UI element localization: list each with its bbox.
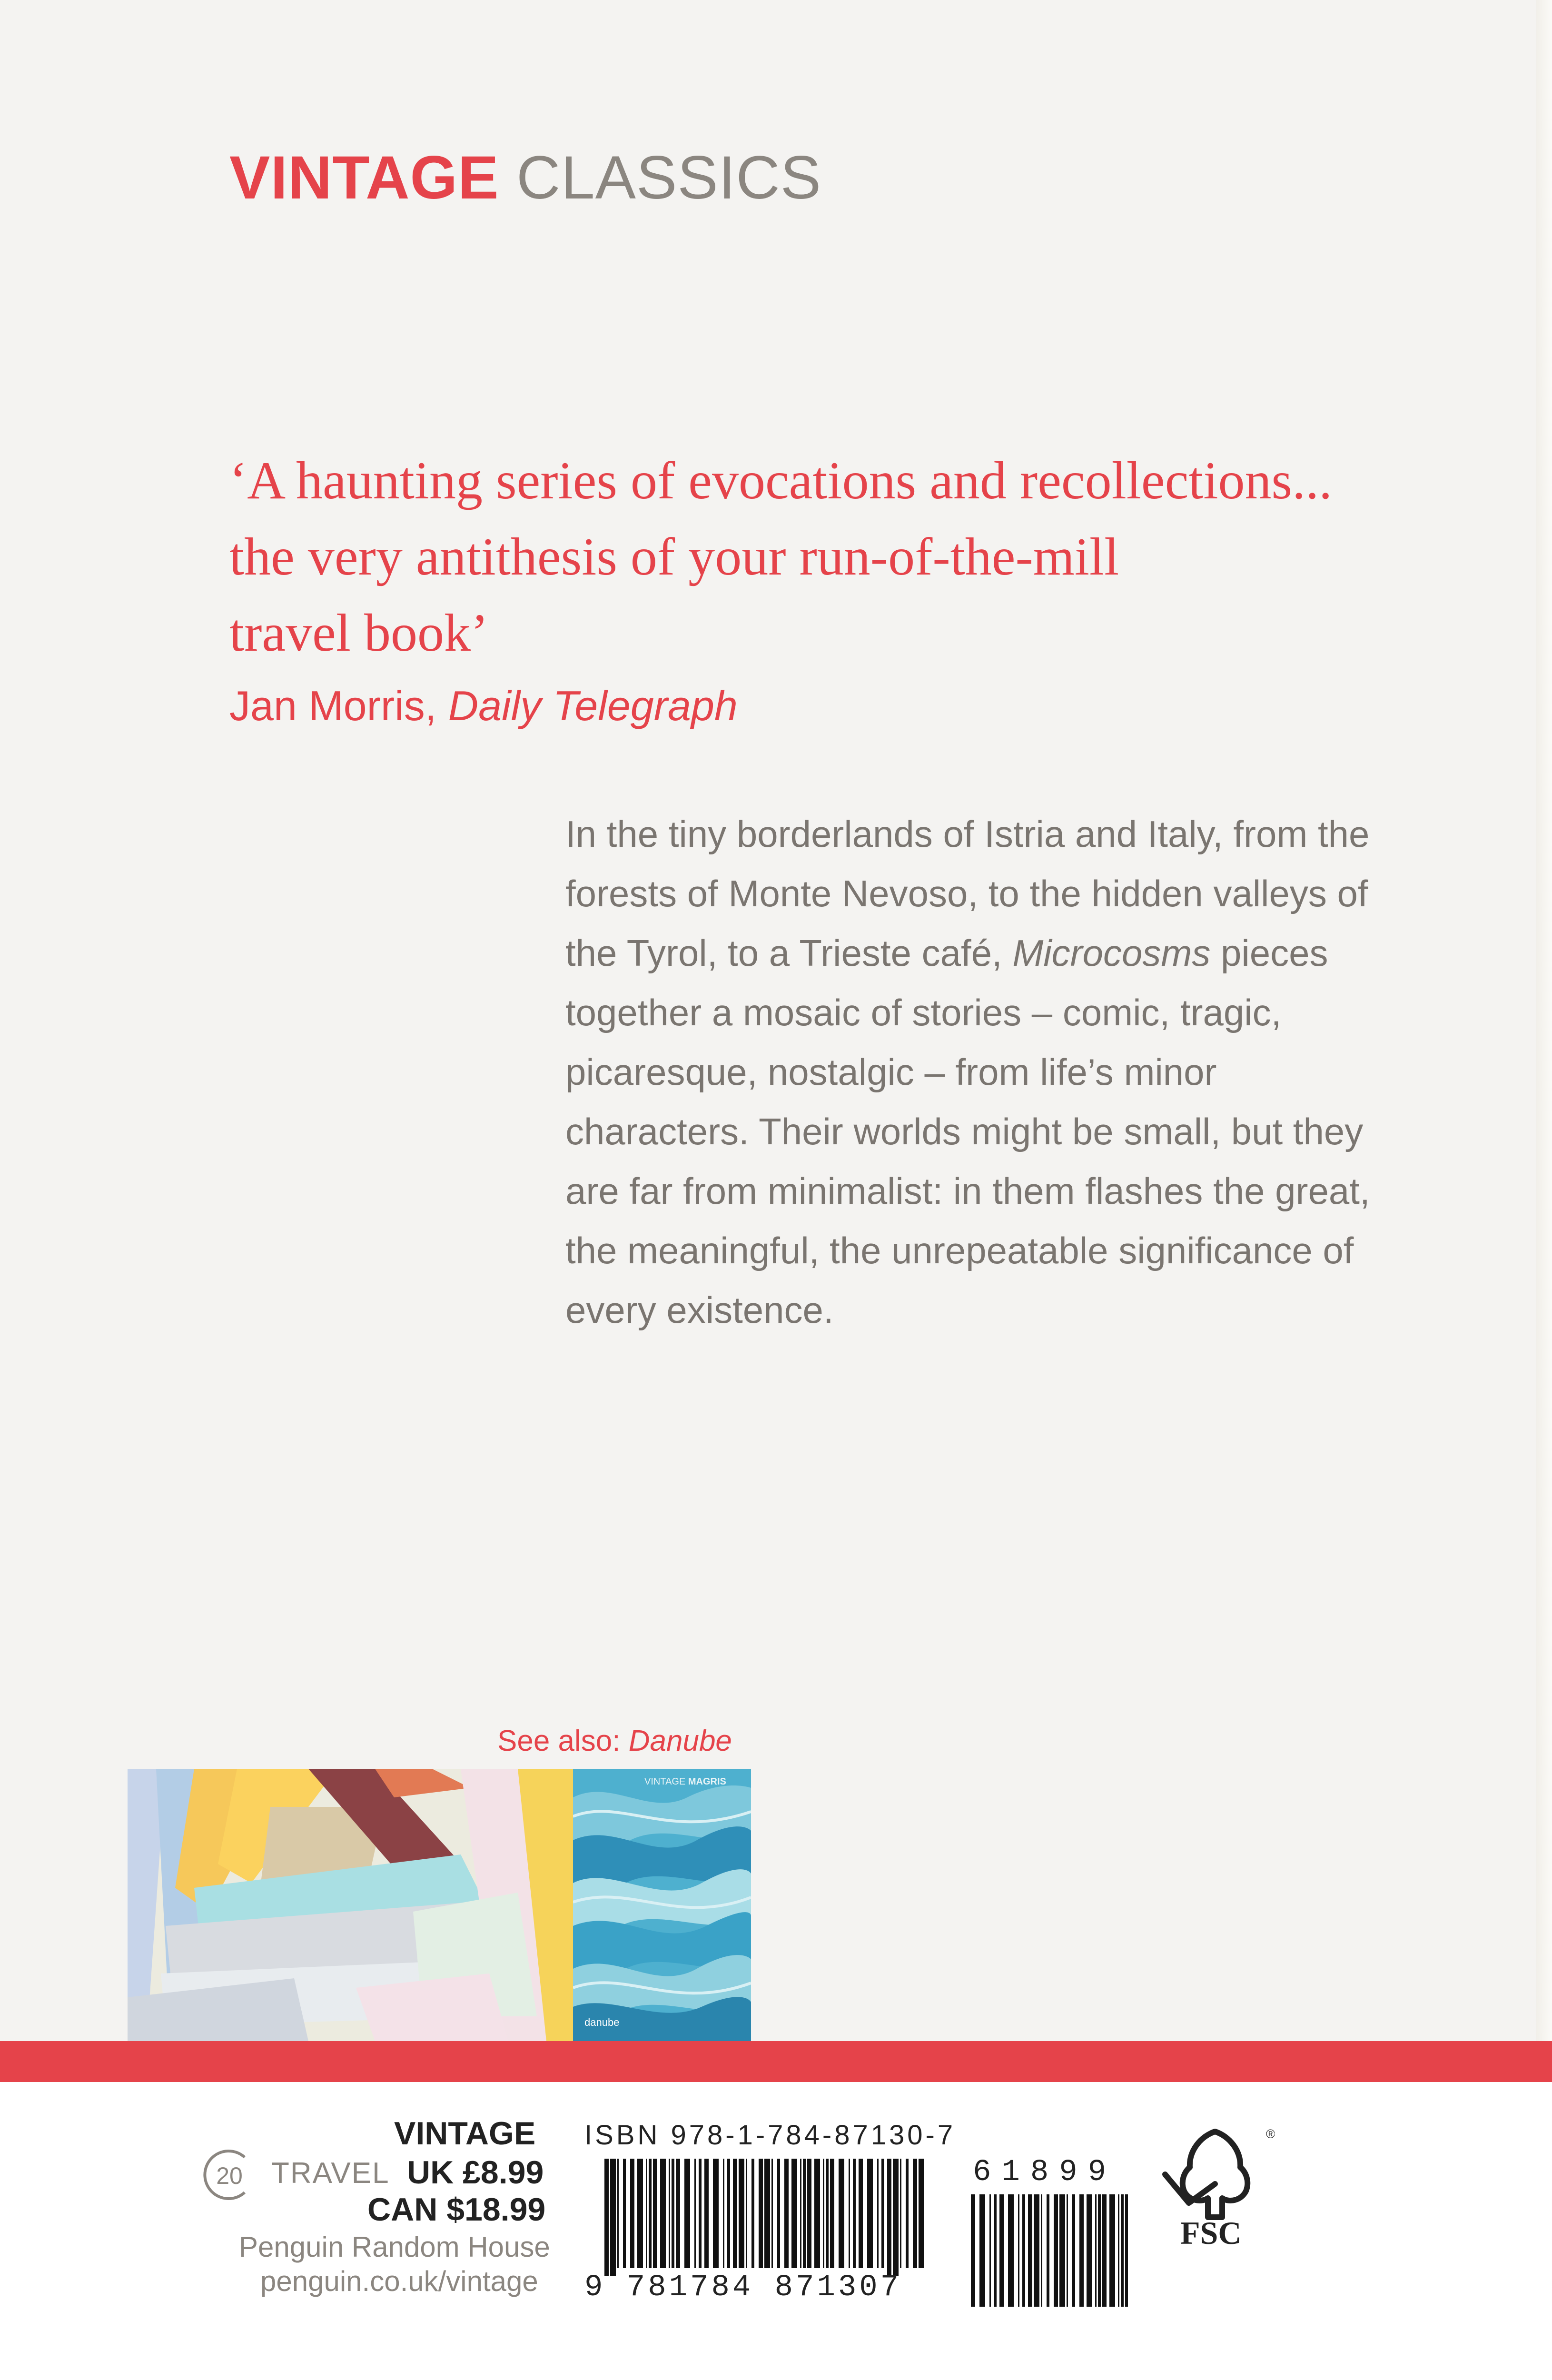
barcode-bar <box>623 2159 626 2268</box>
barcode-bar <box>723 2159 724 2268</box>
price-can: CAN $18.99 <box>367 2192 546 2228</box>
barcode-bar <box>913 2159 917 2268</box>
thumb-brand <box>644 1776 726 1787</box>
price-addon-digits: 61899 <box>973 2155 1117 2190</box>
review-quote <box>229 443 1372 671</box>
barcode-bar <box>830 2159 834 2268</box>
blurb-line: the meaningful, the unrepeatable significance of <box>565 1230 1354 1271</box>
barcode-bar <box>999 2194 1004 2307</box>
barcode-bar <box>669 2159 670 2268</box>
barcode-bar <box>807 2159 811 2268</box>
barcode-bar <box>660 2159 666 2268</box>
category-label: TRAVEL <box>271 2157 390 2190</box>
vintage-20-logo-icon <box>199 2147 255 2203</box>
barcode-bar <box>994 2194 997 2307</box>
barcode-bar <box>814 2159 820 2268</box>
barcode-bar <box>739 2159 744 2268</box>
book-title: Microcosms <box>1012 932 1211 974</box>
price-uk: UK £8.99 <box>407 2154 544 2191</box>
barcode-digits: 9 781784 871307 <box>584 2271 902 2305</box>
barcode-bar <box>649 2159 652 2268</box>
see-also-label: See also: <box>497 1725 629 1757</box>
barcode-bar <box>859 2159 863 2268</box>
accent-bar <box>0 2041 1552 2082</box>
blurb-line: are far from minimalist: in them flashes the great, <box>565 1170 1370 1212</box>
barcode-bar <box>684 2159 690 2268</box>
barcode-bar <box>771 2159 773 2268</box>
publisher-website: penguin.co.uk/vintage <box>260 2265 538 2297</box>
barcode-bar <box>1067 2194 1068 2307</box>
blurb-line: characters. Their worlds might be small, but they <box>565 1111 1364 1152</box>
barcode-bar <box>676 2159 680 2268</box>
barcode-bar <box>777 2159 780 2268</box>
series-title <box>229 143 821 213</box>
see-also-title: Danube <box>628 1725 732 1757</box>
spine-edge <box>1536 0 1552 2041</box>
barcode-bar <box>1125 2194 1128 2307</box>
barcode-bar <box>906 2159 909 2268</box>
waves-art-image <box>573 1769 751 2041</box>
barcode-bar <box>853 2159 856 2268</box>
barcode-bar <box>764 2159 770 2268</box>
quote-source: Daily Telegraph <box>448 682 738 729</box>
badge-number: 20 <box>216 2162 243 2189</box>
cover-art-thumbnail <box>128 1769 573 2041</box>
blurb-line <box>565 923 1470 983</box>
barcode-bar <box>1095 2194 1097 2307</box>
blurb-text: the Tyrol, to a Trieste café, <box>565 932 1013 974</box>
barcode-bar <box>672 2159 674 2268</box>
barcode-bar <box>1054 2194 1058 2307</box>
barcode-bar <box>610 2159 616 2276</box>
barcode-bar <box>784 2159 789 2268</box>
barcode-bar <box>1072 2194 1075 2307</box>
see-also <box>497 1724 732 1758</box>
thumb-author-text: MAGRIS <box>688 1776 726 1787</box>
barcode-bar <box>881 2159 884 2268</box>
barcode-bar <box>887 2159 891 2276</box>
barcode-bar <box>803 2159 806 2268</box>
book-blurb <box>565 804 1470 1340</box>
barcode-bar <box>1028 2194 1032 2307</box>
barcode-bar <box>733 2159 737 2268</box>
quote-line: the very antithesis of your run-of-the-mill <box>229 527 1119 586</box>
barcode-bar <box>704 2159 709 2268</box>
barcode-bar <box>604 2159 609 2276</box>
barcode-bar <box>646 2159 647 2268</box>
barcode-bar <box>751 2159 754 2268</box>
quote-line: ‘A haunting series of evocations and recollections... <box>229 451 1333 510</box>
publisher-name: Penguin Random House <box>239 2231 550 2263</box>
barcode-bar <box>1121 2194 1124 2307</box>
barcode-bar <box>1018 2194 1019 2307</box>
price-addon-barcode <box>971 2194 1128 2307</box>
registered-mark: ® <box>1266 2127 1275 2141</box>
barcode-bar <box>979 2194 985 2307</box>
barcode-bar <box>617 2159 619 2268</box>
barcode-bar <box>759 2159 763 2268</box>
abstract-art-image <box>128 1769 573 2041</box>
quote-attribution <box>229 682 738 730</box>
blurb-line: picaresque, nostalgic – from life’s minor <box>565 1051 1217 1093</box>
barcode-bar <box>867 2159 873 2268</box>
barcode-bar <box>1059 2194 1065 2307</box>
barcode-bar <box>1118 2194 1119 2307</box>
barcode-bar <box>1034 2194 1039 2307</box>
isbn-label: ISBN 978-1-784-87130-7 <box>584 2120 956 2151</box>
barcode-bar <box>713 2159 719 2268</box>
barcode-bar <box>1087 2194 1092 2307</box>
danube-cover-thumbnail <box>573 1769 751 2041</box>
barcode-bar <box>971 2194 975 2307</box>
fsc-label: FSC <box>1180 2215 1242 2251</box>
barcode-bar <box>630 2159 634 2268</box>
barcode-bar <box>699 2159 702 2268</box>
imprint-label: VINTAGE <box>394 2115 536 2152</box>
blurb-line: every existence. <box>565 1289 834 1331</box>
barcode-bar <box>849 2159 850 2268</box>
barcode-bar <box>1041 2194 1042 2307</box>
blurb-line: forests of Monte Nevoso, to the hidden valleys of <box>565 873 1368 914</box>
barcode <box>604 2159 924 2276</box>
blurb-line: In the tiny borderlands of Istria and Italy, from the <box>565 813 1370 855</box>
barcode-bar <box>727 2159 730 2268</box>
barcode-bar <box>1047 2194 1049 2307</box>
blurb-text: pieces <box>1210 932 1328 974</box>
thumb-title: danube <box>584 2016 620 2028</box>
barcode-bar <box>893 2159 899 2276</box>
barcode-bar <box>839 2159 844 2268</box>
barcode-bar <box>637 2159 643 2268</box>
barcode-bar <box>823 2159 824 2268</box>
barcode-bar <box>791 2159 797 2268</box>
barcode-bar <box>826 2159 829 2268</box>
series-brand: VINTAGE <box>229 144 499 212</box>
series-name: CLASSICS <box>516 144 822 212</box>
thumb-brand-text: VINTAGE <box>644 1776 686 1787</box>
barcode-bar <box>1079 2194 1084 2307</box>
barcode-bar <box>800 2159 801 2268</box>
barcode-bar <box>877 2159 879 2268</box>
blurb-line: together a mosaic of stories – comic, tragic, <box>565 992 1282 1033</box>
barcode-bar <box>746 2159 747 2268</box>
quote-line: travel book’ <box>229 604 489 663</box>
barcode-bar <box>989 2194 991 2307</box>
barcode-bar <box>900 2159 901 2268</box>
barcode-bar <box>919 2159 924 2268</box>
barcode-bar <box>1008 2194 1014 2307</box>
barcode-bar <box>1022 2194 1025 2307</box>
barcode-bar <box>1102 2194 1107 2307</box>
barcode-bar <box>694 2159 696 2268</box>
barcode-bar <box>1109 2194 1115 2307</box>
quote-author: Jan Morris, <box>229 682 437 729</box>
barcode-bar <box>653 2159 657 2268</box>
barcode-bar <box>1098 2194 1101 2307</box>
